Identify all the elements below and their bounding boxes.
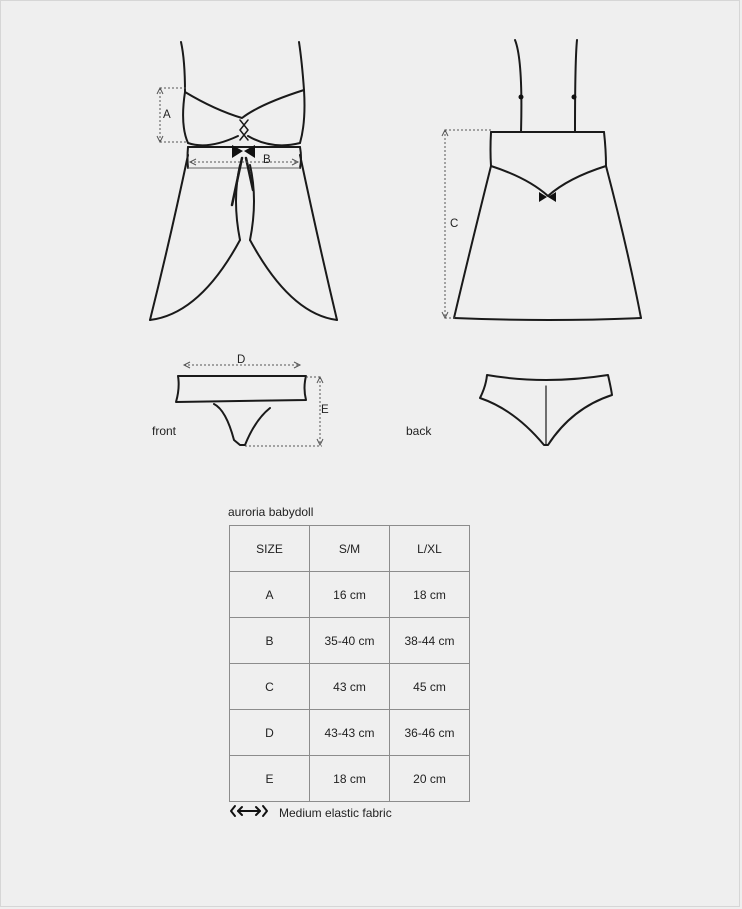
table-cell: 20 cm	[390, 756, 470, 802]
front-panty-outline	[176, 376, 306, 445]
table-cell: 45 cm	[390, 664, 470, 710]
dimension-label-b: B	[263, 154, 271, 166]
dimension-label-c: C	[450, 218, 459, 230]
table-cell: D	[230, 710, 310, 756]
table-row	[230, 572, 470, 618]
dimension-label-d: D	[237, 354, 246, 366]
back-panty-outline	[480, 375, 612, 445]
dimension-arrowheads	[157, 88, 448, 445]
table-cell: 18 cm	[390, 572, 470, 618]
size-table-header-row	[230, 526, 470, 572]
back-label: back	[406, 424, 432, 438]
fabric-note	[229, 804, 392, 821]
dimension-label-e: E	[321, 404, 329, 416]
table-cell: A	[230, 572, 310, 618]
table-row	[230, 756, 470, 802]
dimension-lines	[160, 88, 492, 446]
table-row	[230, 618, 470, 664]
header-cell-l-xl: L/XL	[390, 526, 470, 572]
dimension-label-a: A	[163, 109, 171, 121]
header-cell-s-m: S/M	[310, 526, 390, 572]
back-babydoll-outline	[454, 40, 641, 320]
table-cell: 18 cm	[310, 756, 390, 802]
table-cell: E	[230, 756, 310, 802]
table-cell: 16 cm	[310, 572, 390, 618]
table-cell: 38-44 cm	[390, 618, 470, 664]
fabric-note-text: Medium elastic fabric	[279, 805, 392, 820]
front-babydoll-outline	[150, 42, 337, 320]
front-label: front	[152, 424, 177, 438]
stretch-arrows-icon	[229, 804, 269, 821]
table-cell: 36-46 cm	[390, 710, 470, 756]
size-table	[229, 525, 470, 802]
table-cell: 43 cm	[310, 664, 390, 710]
table-cell: C	[230, 664, 310, 710]
table-cell: 43-43 cm	[310, 710, 390, 756]
table-row	[230, 710, 470, 756]
header-cell-size: SIZE	[230, 526, 310, 572]
table-cell: 35-40 cm	[310, 618, 390, 664]
table-cell: B	[230, 618, 310, 664]
bow-icons	[232, 95, 577, 203]
product-title: auroria babydoll	[228, 505, 314, 519]
table-row	[230, 664, 470, 710]
